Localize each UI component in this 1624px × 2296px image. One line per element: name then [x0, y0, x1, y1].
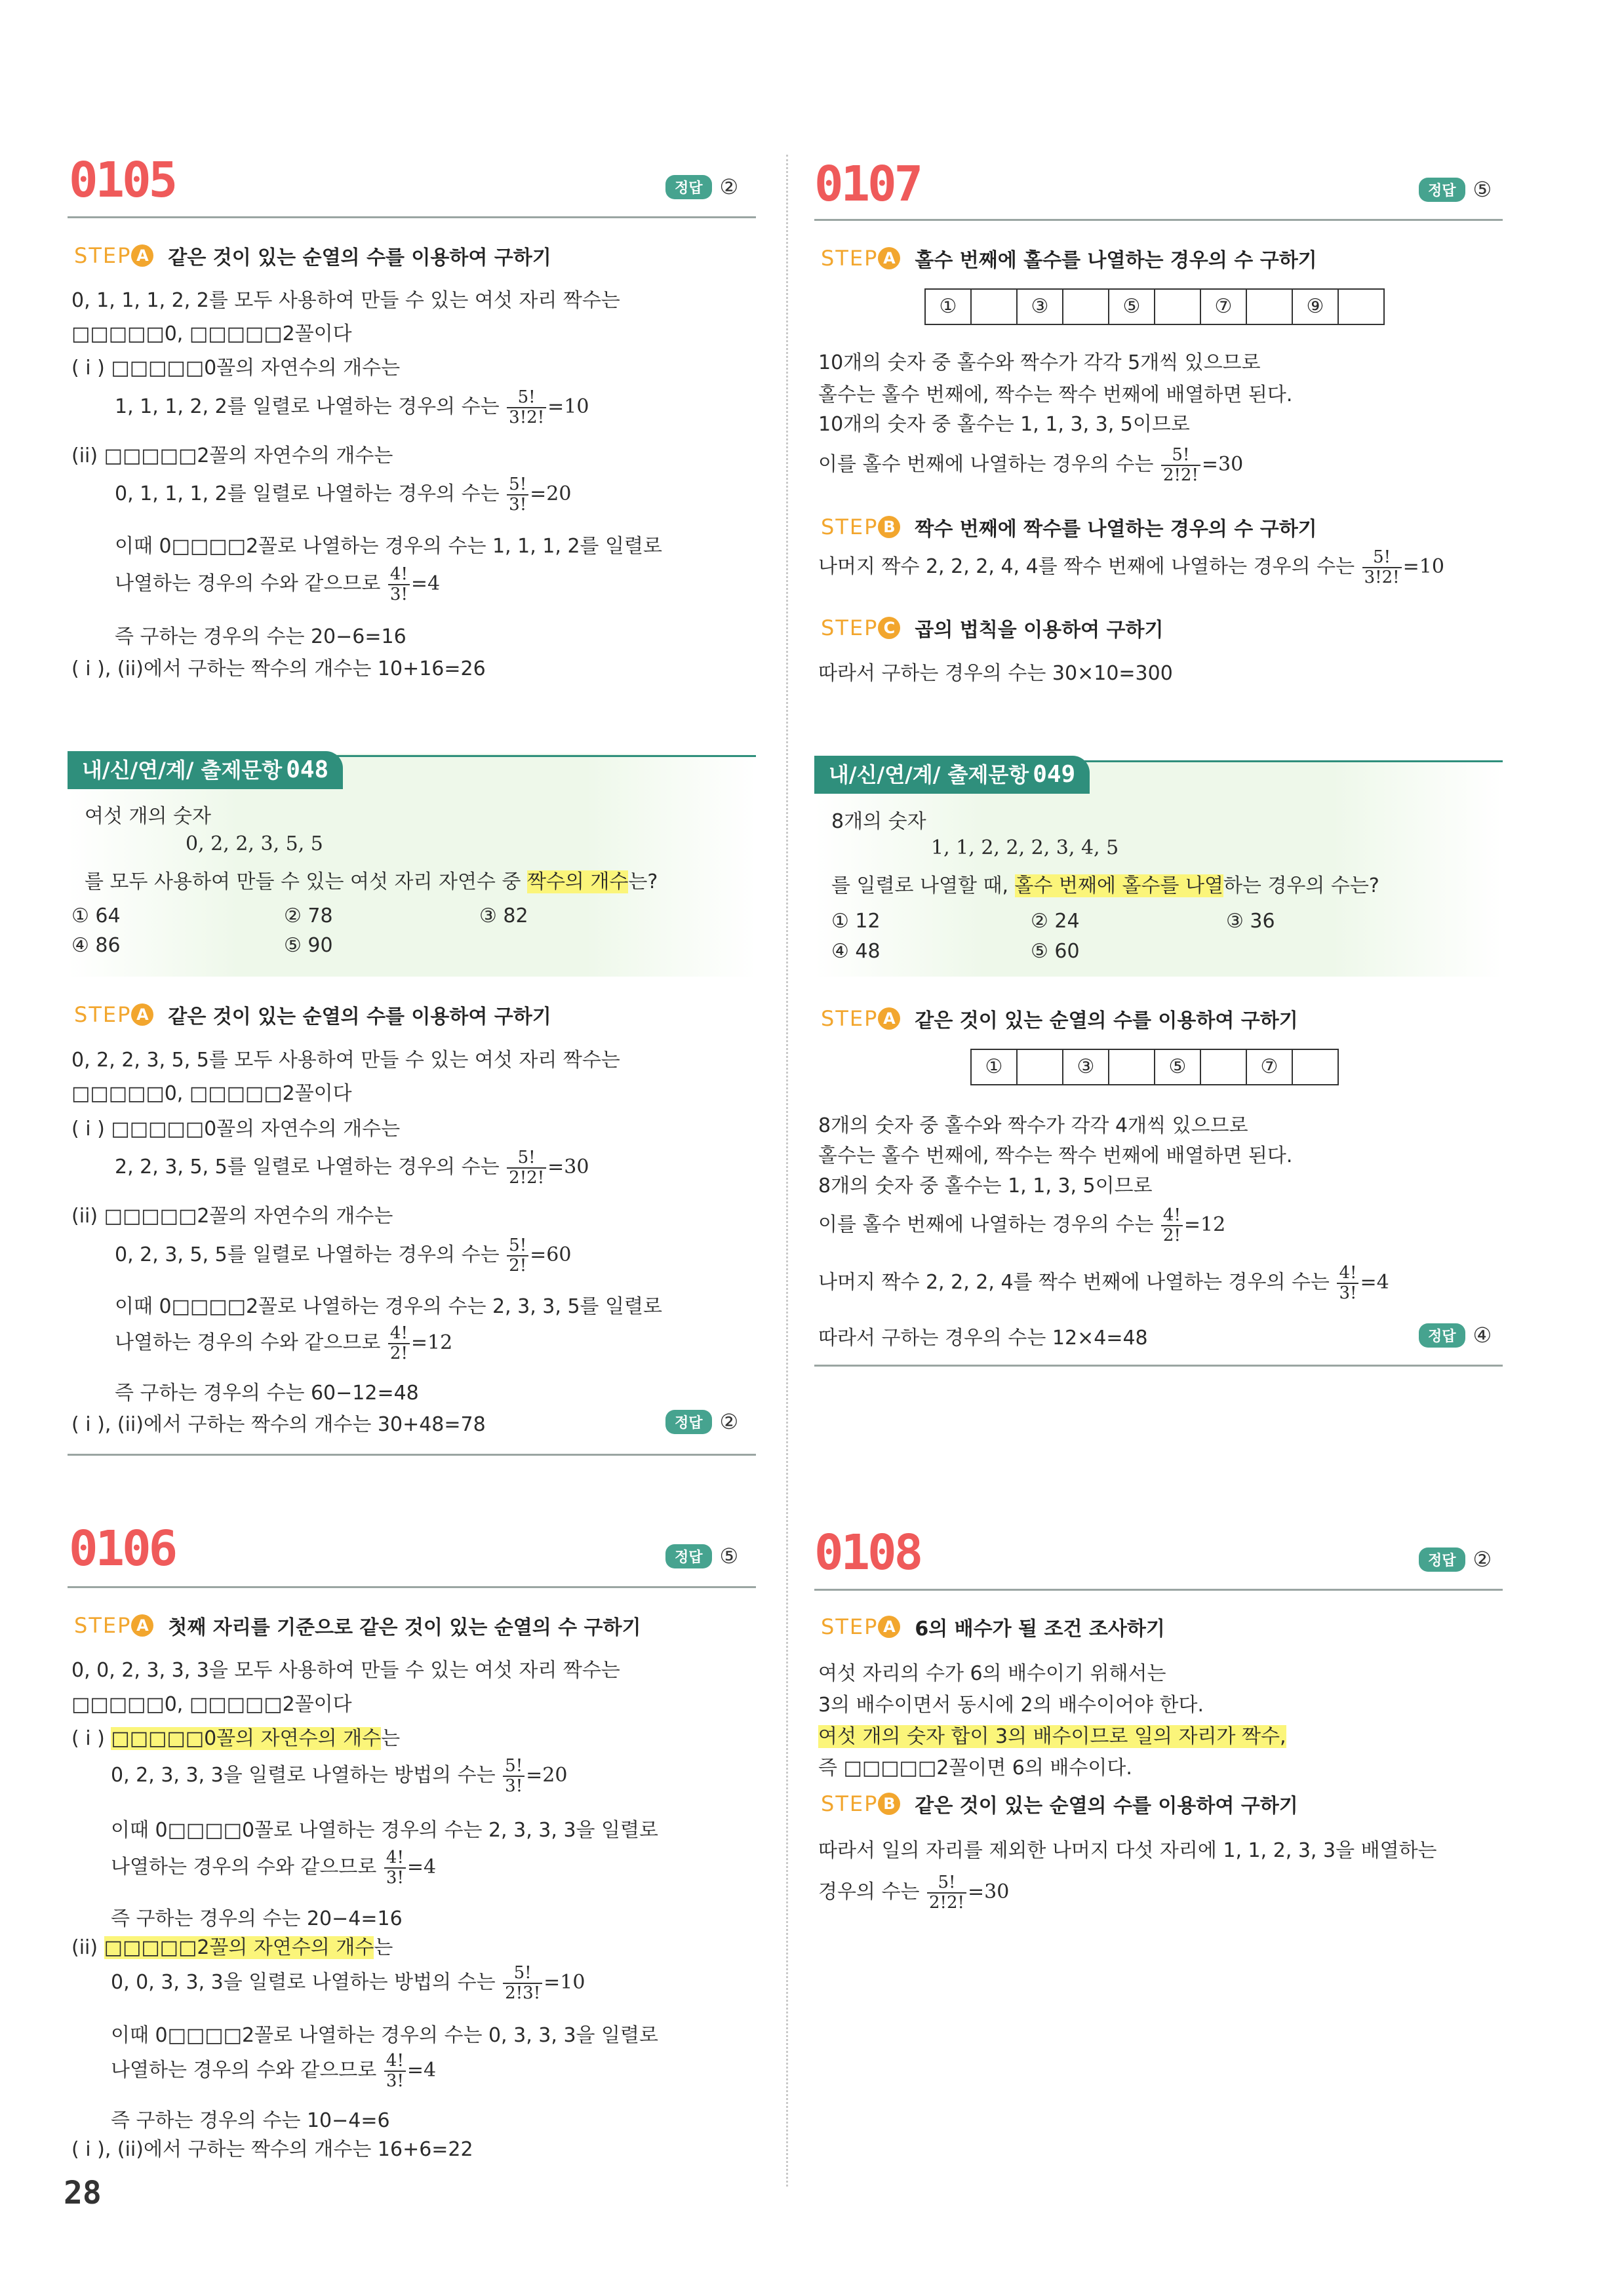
step-letter: A — [131, 1614, 153, 1637]
banner-number: 048 — [286, 756, 329, 783]
text: 를 일렬로 나열할 때, — [831, 874, 1015, 897]
line: 따라서 구하는 경우의 수는 12×4=48 — [818, 1327, 1148, 1350]
numerator: 5! — [503, 1964, 542, 1984]
text: 나열하는 경우의 수와 같으므로 — [111, 2059, 377, 2082]
denominator: 3! — [386, 1867, 404, 1888]
choice-4: ④ 86 — [71, 934, 121, 957]
odd-position-table — [924, 288, 1385, 325]
line: (ii) □□□□□2꼴의 자연수의 개수는 — [71, 444, 393, 467]
line-fraction — [111, 1848, 436, 1887]
text: 나열하는 경우의 수와 같으므로 — [115, 572, 381, 596]
line-fraction — [115, 565, 440, 604]
step-title: 같은 것이 있는 순열의 수를 이용하여 구하기 — [915, 1795, 1298, 1818]
text: 는? — [628, 870, 658, 893]
line: 0, 2, 2, 3, 5, 5를 모두 사용하여 만들 수 있는 여섯 자리 짝수는 — [71, 1049, 620, 1072]
text: 나머지 짝수 2, 2, 2, 4, 4를 짝수 번째에 나열하는 경우의 수는 — [818, 555, 1355, 579]
answer-badge: 정답 — [665, 1544, 712, 1568]
denominator: 3!2! — [509, 407, 545, 427]
banner-tag — [68, 751, 343, 789]
step-a-0105 — [74, 241, 551, 270]
result: =4 — [1360, 1271, 1389, 1294]
answer-badge: 정답 — [1419, 178, 1465, 202]
answer-mark: ⑤ — [719, 1544, 739, 1568]
step-letter: A — [131, 244, 153, 267]
denominator: 2!2! — [1162, 465, 1198, 485]
denominator: 3! — [386, 2071, 404, 2091]
text: 경우의 수는 — [818, 1880, 920, 1904]
box-cell: ① — [926, 290, 972, 324]
result: =4 — [410, 572, 441, 596]
box-cell — [1109, 1050, 1155, 1084]
step-label: STEP — [821, 1791, 879, 1816]
line: 8개의 숫자 중 홀수와 짝수가 각각 4개씩 있으므로 — [818, 1114, 1248, 1137]
result: =30 — [547, 1156, 589, 1179]
banner-number: 049 — [1033, 761, 1076, 788]
answer-0108 — [1419, 1547, 1492, 1572]
line: □□□□□0, □□□□□2꼴이다 — [71, 1082, 352, 1105]
choice-2: ② 24 — [1031, 910, 1080, 933]
line-fraction — [115, 1324, 452, 1363]
step-b-0108 — [821, 1789, 1298, 1818]
denominator: 2! — [509, 1255, 527, 1275]
line: 따라서 구하는 경우의 수는 30×10=300 — [818, 662, 1173, 685]
odd-position-table — [970, 1049, 1339, 1085]
result: =30 — [1201, 453, 1244, 477]
line: 홀수는 홀수 번째에, 짝수는 짝수 번째에 배열하면 된다. — [818, 1144, 1293, 1167]
line-highlight — [71, 1722, 400, 1751]
fraction — [1161, 446, 1200, 484]
line-fraction — [115, 388, 589, 427]
step-title: 같은 것이 있는 순열의 수를 이용하여 구하기 — [915, 1009, 1298, 1032]
step-title: 홀수 번째에 홀수를 나열하는 경우의 수 구하기 — [915, 249, 1317, 272]
highlight: □□□□□2꼴의 자연수의 개수 — [104, 1936, 374, 1959]
step-letter: A — [131, 1003, 153, 1026]
answer-048 — [665, 1409, 738, 1434]
line: 즉 구하는 경우의 수는 20−4=16 — [111, 1907, 403, 1930]
line: 8개의 숫자 중 홀수는 1, 1, 3, 5이므로 — [818, 1175, 1153, 1197]
answer-0105 — [665, 174, 738, 199]
line-fraction — [115, 475, 571, 514]
denominator: 2! — [1162, 1225, 1181, 1245]
answer-0106 — [665, 1544, 738, 1568]
line-fraction — [818, 548, 1444, 587]
text: 나열하는 경우의 수와 같으므로 — [115, 1331, 381, 1355]
line-fraction — [115, 1236, 571, 1275]
question-line: 여섯 개의 숫자 — [85, 805, 211, 828]
text: 0, 2, 3, 3, 3을 일렬로 나열하는 방법의 수는 — [111, 1764, 496, 1787]
line-fraction — [818, 446, 1243, 484]
page-number: 28 — [64, 2175, 102, 2211]
highlight: 홀수 번째에 홀수를 나열 — [1014, 874, 1223, 897]
step-a-0108 — [821, 1612, 1165, 1641]
related-problem-banner-049 — [814, 755, 1090, 794]
fraction — [507, 388, 546, 427]
question-numbers: 1, 1, 2, 2, 2, 3, 4, 5 — [931, 836, 1119, 859]
banner-tag — [814, 756, 1090, 794]
choice-1: ① 64 — [71, 905, 121, 927]
fraction — [1337, 1264, 1358, 1302]
step-a-0106 — [74, 1611, 641, 1640]
box-cell: ⑦ — [1247, 1050, 1293, 1084]
result: =20 — [526, 1764, 568, 1787]
choice-3: ③ 36 — [1226, 910, 1275, 933]
denominator: 2!3! — [505, 1983, 541, 2003]
box-cell: ③ — [1018, 290, 1063, 324]
numerator: 5! — [507, 475, 528, 496]
section-rule — [68, 1586, 756, 1588]
choice-5: ⑤ 60 — [1031, 940, 1080, 963]
text: 0, 2, 3, 5, 5를 일렬로 나열하는 경우의 수는 — [115, 1243, 500, 1267]
box-cell: ⑦ — [1201, 290, 1247, 324]
step-label: STEP — [74, 1002, 132, 1027]
line: ( i ) □□□□□0꼴의 자연수의 개수는 — [71, 357, 401, 379]
highlight: 짝수의 개수 — [526, 870, 629, 893]
text: 이를 홀수 번째에 나열하는 경우의 수는 — [818, 1213, 1154, 1237]
line-fraction — [111, 1757, 567, 1795]
answer-mark: ④ — [1473, 1323, 1492, 1348]
line: ( i ) □□□□□0꼴의 자연수의 개수는 — [71, 1118, 401, 1140]
line: 이때 0□□□□2꼴로 나열하는 경우의 수는 0, 3, 3, 3을 일렬로 — [111, 2024, 658, 2047]
fraction — [388, 565, 410, 604]
banner-label: 내/신/연/계/ 출제문항 — [829, 762, 1029, 787]
related-problem-banner-048 — [68, 750, 343, 790]
box-cell: ③ — [1063, 1050, 1109, 1084]
line: ( i ), (ii)에서 구하는 짝수의 개수는 16+6=22 — [71, 2138, 473, 2161]
box-cell — [1293, 1050, 1337, 1084]
line: 즉 구하는 경우의 수는 60−12=48 — [115, 1382, 419, 1405]
section-rule — [68, 216, 756, 218]
box-cell — [1063, 290, 1109, 324]
denominator: 2!2! — [509, 1167, 545, 1188]
section-rule — [68, 1454, 756, 1456]
text: 는 — [374, 1936, 393, 1959]
denominator: 3! — [1339, 1283, 1357, 1303]
fraction — [388, 1324, 410, 1363]
step-label: STEP — [821, 515, 879, 539]
fraction — [927, 1873, 966, 1912]
numerator: 4! — [388, 1324, 410, 1344]
box-cell — [1018, 1050, 1063, 1084]
denominator: 2! — [389, 1343, 408, 1363]
line-highlight — [818, 1720, 1286, 1749]
box-cell — [1247, 290, 1293, 324]
text: 1, 1, 1, 2, 2를 일렬로 나열하는 경우의 수는 — [115, 395, 500, 419]
step-title: 같은 것이 있는 순열의 수를 이용하여 구하기 — [168, 1005, 551, 1028]
box-cell — [972, 290, 1018, 324]
step-label: STEP — [821, 1614, 879, 1639]
text: 나열하는 경우의 수와 같으므로 — [111, 1856, 377, 1879]
step-title: 6의 배수가 될 조건 조사하기 — [915, 1618, 1165, 1641]
step-title: 곱의 법칙을 이용하여 구하기 — [915, 619, 1164, 642]
numerator: 4! — [1161, 1206, 1183, 1226]
line-fraction — [818, 1264, 1389, 1302]
answer-badge: 정답 — [665, 175, 712, 199]
result: =12 — [410, 1331, 453, 1355]
result: =10 — [1402, 555, 1444, 579]
answer-049 — [1419, 1323, 1492, 1348]
highlight: □□□□□0꼴의 자연수의 개수 — [111, 1727, 382, 1750]
question-line — [85, 865, 658, 894]
question-line: 8개의 숫자 — [831, 810, 926, 833]
fraction — [1161, 1206, 1183, 1245]
text: 하는 경우의 수는? — [1223, 874, 1379, 897]
result: =4 — [406, 1856, 437, 1879]
numerator: 5! — [1362, 548, 1402, 568]
numerator: 4! — [388, 565, 410, 585]
box-cell: ⑨ — [1293, 290, 1339, 324]
fraction — [384, 2052, 406, 2090]
step-title: 같은 것이 있는 순열의 수를 이용하여 구하기 — [168, 246, 551, 269]
step-b-0107 — [821, 513, 1317, 541]
line: 이때 0□□□□2꼴로 나열하는 경우의 수는 1, 1, 1, 2를 일렬로 — [115, 535, 662, 558]
step-c-0107 — [821, 613, 1163, 642]
line: 즉 □□□□□2꼴이면 6의 배수이다. — [818, 1757, 1132, 1780]
answer-badge: 정답 — [1419, 1323, 1465, 1348]
question-line — [831, 869, 1379, 898]
line: □□□□□0, □□□□□2꼴이다 — [71, 1693, 352, 1716]
denominator: 2!2! — [928, 1892, 964, 1913]
text: 이를 홀수 번째에 나열하는 경우의 수는 — [818, 453, 1154, 477]
text: 를 모두 사용하여 만들 수 있는 여섯 자리 자연수 중 — [85, 870, 527, 893]
answer-0107 — [1419, 177, 1492, 202]
fraction — [507, 1236, 528, 1275]
line: (ii) □□□□□2꼴의 자연수의 개수는 — [71, 1205, 393, 1228]
answer-badge: 정답 — [1419, 1547, 1465, 1572]
box-cell: ⑤ — [1109, 290, 1155, 324]
line: ( i ), (ii)에서 구하는 짝수의 개수는 10+16=26 — [71, 657, 486, 680]
text: 는 — [381, 1727, 401, 1750]
step-letter: C — [878, 617, 900, 639]
result: =10 — [544, 1971, 585, 1994]
answer-mark: ② — [1473, 1547, 1492, 1572]
answer-badge: 정답 — [665, 1410, 712, 1434]
answer-mark: ⑤ — [1473, 177, 1492, 202]
step-letter: A — [878, 1616, 900, 1638]
step-a-0107 — [821, 244, 1317, 273]
column-divider — [786, 155, 788, 2187]
denominator: 3! — [509, 494, 527, 515]
step-title: 짝수 번째에 짝수를 나열하는 경우의 수 구하기 — [915, 518, 1317, 541]
banner-label: 내/신/연/계/ 출제문항 — [82, 758, 283, 783]
text: 나머지 짝수 2, 2, 2, 4를 짝수 번째에 나열하는 경우의 수는 — [818, 1271, 1330, 1294]
step-label: STEP — [821, 1006, 879, 1031]
text: (ii) — [71, 1936, 104, 1959]
line: 10개의 숫자 중 홀수와 짝수가 각각 5개씩 있으므로 — [818, 351, 1261, 374]
line: ( i ), (ii)에서 구하는 짝수의 개수는 30+48=78 — [71, 1413, 486, 1436]
problem-number-0108: 0108 — [814, 1525, 921, 1581]
numerator: 5! — [927, 1873, 966, 1894]
line-highlight — [71, 1931, 393, 1960]
line-fraction — [115, 1148, 589, 1187]
choice-2: ② 78 — [284, 905, 333, 927]
step-title: 첫째 자리를 기준으로 같은 것이 있는 순열의 수 구하기 — [168, 1616, 641, 1639]
problem-number-0107: 0107 — [814, 156, 921, 212]
result: =20 — [530, 482, 572, 506]
choice-3: ③ 82 — [479, 905, 528, 927]
section-rule — [814, 219, 1503, 221]
numerator: 5! — [507, 388, 546, 408]
highlight: 여섯 개의 숫자 합이 3의 배수이므로 일의 자리가 짝수, — [818, 1725, 1286, 1748]
text: 0, 1, 1, 1, 2를 일렬로 나열하는 경우의 수는 — [115, 482, 500, 506]
line: 이때 0□□□□2꼴로 나열하는 경우의 수는 2, 3, 3, 5를 일렬로 — [115, 1295, 662, 1318]
box-cell: ① — [972, 1050, 1018, 1084]
choice-4: ④ 48 — [831, 940, 881, 963]
step-letter: B — [878, 516, 900, 538]
numerator: 5! — [503, 1757, 525, 1777]
numerator: 5! — [507, 1236, 528, 1256]
denominator: 3! — [389, 584, 408, 604]
numerator: 4! — [1337, 1264, 1358, 1284]
result: =4 — [406, 2059, 437, 2082]
section-rule — [814, 1365, 1503, 1367]
step-label: STEP — [821, 246, 879, 271]
step-letter: A — [878, 247, 900, 269]
text: 0, 0, 3, 3, 3을 일렬로 나열하는 방법의 수는 — [111, 1971, 496, 1994]
line: 홀수는 홀수 번째에, 짝수는 짝수 번째에 배열하면 된다. — [818, 383, 1293, 406]
line: 즉 구하는 경우의 수는 20−6=16 — [115, 625, 406, 648]
line: 0, 0, 2, 3, 3, 3을 모두 사용하여 만들 수 있는 여섯 자리 짝수는 — [71, 1659, 620, 1682]
result: =30 — [967, 1880, 1010, 1904]
box-cell — [1339, 290, 1383, 324]
numerator: 5! — [1161, 446, 1200, 466]
numerator: 4! — [384, 2052, 406, 2072]
problem-number-0105: 0105 — [69, 152, 176, 208]
step-a-049 — [821, 1004, 1298, 1033]
text: ( i ) — [71, 1727, 111, 1750]
line: 이때 0□□□□0꼴로 나열하는 경우의 수는 2, 3, 3, 3을 일렬로 — [111, 1819, 658, 1842]
denominator: 3!2! — [1364, 567, 1400, 587]
denominator: 3! — [505, 1776, 523, 1796]
box-cell — [1201, 1050, 1247, 1084]
line: 0, 1, 1, 1, 2, 2를 모두 사용하여 만들 수 있는 여섯 자리 짝수는 — [71, 289, 620, 312]
text: 2, 2, 3, 5, 5를 일렬로 나열하는 경우의 수는 — [115, 1156, 500, 1179]
problem-number-0106: 0106 — [69, 1521, 176, 1577]
line-fraction — [818, 1206, 1225, 1245]
numerator: 4! — [384, 1848, 406, 1869]
step-label: STEP — [821, 615, 879, 640]
fraction — [507, 1148, 546, 1187]
section-rule — [814, 1589, 1503, 1591]
result: =10 — [547, 395, 589, 419]
box-cell: ⑤ — [1155, 1050, 1201, 1084]
line: 따라서 일의 자리를 제외한 나머지 다섯 자리에 1, 1, 2, 3, 3을 배열하는 — [818, 1839, 1437, 1862]
line-fraction — [111, 1964, 585, 2002]
step-a-048 — [74, 1000, 551, 1029]
line-fraction — [111, 2052, 436, 2090]
numerator: 5! — [507, 1148, 546, 1169]
line: 3의 배수이면서 동시에 2의 배수이어야 한다. — [818, 1694, 1204, 1717]
line: 여섯 자리의 수가 6의 배수이기 위해서는 — [818, 1662, 1166, 1685]
answer-mark: ② — [719, 1409, 739, 1434]
step-label: STEP — [74, 243, 132, 268]
fraction — [384, 1848, 406, 1887]
result: =60 — [530, 1243, 572, 1267]
question-numbers: 0, 2, 2, 3, 5, 5 — [186, 832, 323, 855]
step-label: STEP — [74, 1613, 132, 1638]
choice-1: ① 12 — [831, 910, 881, 933]
line: □□□□□0, □□□□□2꼴이다 — [71, 322, 352, 345]
step-letter: B — [878, 1793, 900, 1815]
line: 10개의 숫자 중 홀수는 1, 1, 3, 3, 5이므로 — [818, 413, 1190, 436]
step-letter: A — [878, 1007, 900, 1030]
fraction — [1362, 548, 1402, 587]
line-fraction — [818, 1873, 1009, 1912]
fraction — [507, 475, 528, 514]
result: =12 — [1183, 1213, 1226, 1237]
choice-5: ⑤ 90 — [284, 934, 333, 957]
line: 즉 구하는 경우의 수는 10−4=6 — [111, 2109, 390, 2132]
fraction — [503, 1757, 525, 1795]
answer-mark: ② — [719, 174, 739, 199]
box-cell — [1155, 290, 1201, 324]
fraction — [503, 1964, 542, 2002]
